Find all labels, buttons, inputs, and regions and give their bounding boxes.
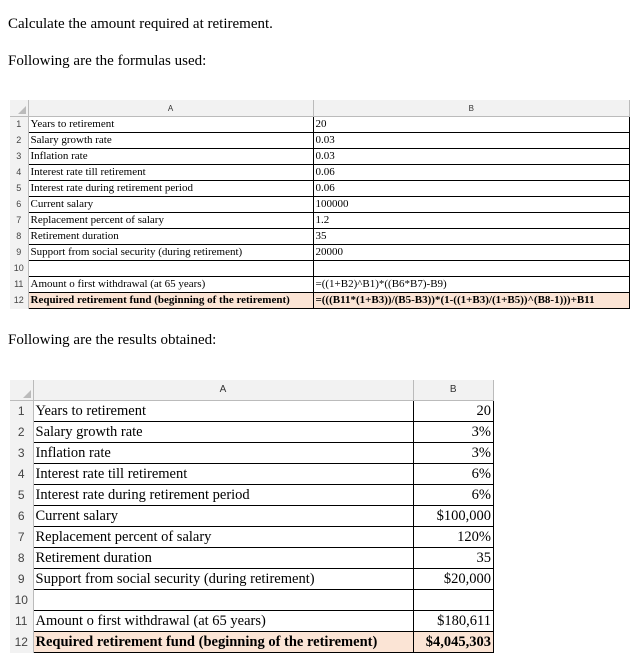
value-cell[interactable]: 20 xyxy=(313,117,630,133)
value-cell[interactable]: 35 xyxy=(313,229,630,245)
table-row xyxy=(10,422,494,443)
row-number[interactable]: 1 xyxy=(10,117,28,133)
table-row xyxy=(10,165,630,181)
row-number[interactable]: 7 xyxy=(10,527,33,548)
value-cell[interactable]: 20000 xyxy=(313,245,630,261)
label-cell[interactable]: Inflation rate xyxy=(33,443,413,464)
table-row xyxy=(10,197,630,213)
value-cell[interactable] xyxy=(313,261,630,277)
table-row xyxy=(10,401,494,422)
label-cell[interactable]: Salary growth rate xyxy=(28,133,313,149)
table-row xyxy=(10,485,494,506)
table-row xyxy=(10,632,494,653)
row-number[interactable]: 10 xyxy=(10,590,33,611)
row-number[interactable]: 1 xyxy=(10,401,33,422)
row-number[interactable]: 4 xyxy=(10,464,33,485)
column-header-b[interactable]: B xyxy=(313,100,630,117)
row-number[interactable]: 3 xyxy=(10,149,28,165)
row-number[interactable]: 2 xyxy=(10,133,28,149)
label-cell[interactable]: Amount o first withdrawal (at 65 years) xyxy=(28,277,313,293)
value-cell[interactable]: $20,000 xyxy=(413,569,494,590)
table-row xyxy=(10,527,494,548)
value-cell[interactable]: 0.03 xyxy=(313,149,630,165)
select-all-corner[interactable] xyxy=(10,100,28,117)
column-header-b[interactable]: B xyxy=(413,380,494,401)
results-spreadsheet xyxy=(10,380,494,653)
table-row xyxy=(10,149,630,165)
table-row xyxy=(10,277,630,293)
intro-text: Calculate the amount required at retirement. xyxy=(8,16,273,32)
label-cell[interactable]: Interest rate during retirement period xyxy=(33,485,413,506)
row-number[interactable]: 7 xyxy=(10,213,28,229)
select-all-corner[interactable] xyxy=(10,380,33,401)
row-number[interactable]: 5 xyxy=(10,485,33,506)
value-cell[interactable] xyxy=(413,590,494,611)
row-number[interactable]: 6 xyxy=(10,506,33,527)
label-cell[interactable]: Current salary xyxy=(33,506,413,527)
value-cell[interactable]: 35 xyxy=(413,548,494,569)
row-number[interactable]: 6 xyxy=(10,197,28,213)
label-cell[interactable] xyxy=(28,261,313,277)
table-row xyxy=(10,229,630,245)
value-cell[interactable]: $4,045,303 xyxy=(413,632,494,653)
formulas-heading: Following are the formulas used: xyxy=(8,53,207,69)
table-row xyxy=(10,569,494,590)
formula-spreadsheet xyxy=(10,100,630,309)
label-cell[interactable]: Support from social security (during retirement) xyxy=(33,569,413,590)
label-cell[interactable]: Amount o first withdrawal (at 65 years) xyxy=(33,611,413,632)
value-cell[interactable]: 20 xyxy=(413,401,494,422)
table-row xyxy=(10,293,630,309)
value-cell[interactable]: 6% xyxy=(413,485,494,506)
label-cell[interactable]: Years to retirement xyxy=(33,401,413,422)
row-number[interactable]: 8 xyxy=(10,229,28,245)
label-cell[interactable]: Interest rate during retirement period xyxy=(28,181,313,197)
table-row xyxy=(10,506,494,527)
label-cell[interactable]: Interest rate till retirement xyxy=(28,165,313,181)
value-cell[interactable]: 0.06 xyxy=(313,181,630,197)
row-number[interactable]: 4 xyxy=(10,165,28,181)
label-cell[interactable]: Replacement percent of salary xyxy=(28,213,313,229)
label-cell[interactable]: Years to retirement xyxy=(28,117,313,133)
value-cell[interactable]: $180,611 xyxy=(413,611,494,632)
row-number[interactable]: 12 xyxy=(10,632,33,653)
value-cell[interactable]: 0.03 xyxy=(313,133,630,149)
value-cell[interactable]: 3% xyxy=(413,422,494,443)
value-cell[interactable]: $100,000 xyxy=(413,506,494,527)
label-cell[interactable]: Interest rate till retirement xyxy=(33,464,413,485)
column-header-a[interactable]: A xyxy=(33,380,413,401)
label-cell[interactable]: Salary growth rate xyxy=(33,422,413,443)
row-number[interactable]: 10 xyxy=(10,261,28,277)
table-row xyxy=(10,261,630,277)
value-cell[interactable]: 1.2 xyxy=(313,213,630,229)
value-cell[interactable]: 120% xyxy=(413,527,494,548)
label-cell[interactable]: Replacement percent of salary xyxy=(33,527,413,548)
table-row xyxy=(10,245,630,261)
row-number[interactable]: 5 xyxy=(10,181,28,197)
value-cell[interactable]: 100000 xyxy=(313,197,630,213)
row-number[interactable]: 9 xyxy=(10,245,28,261)
results-heading: Following are the results obtained: xyxy=(8,332,217,348)
value-cell[interactable]: 6% xyxy=(413,464,494,485)
value-cell[interactable]: 0.06 xyxy=(313,165,630,181)
row-number[interactable]: 12 xyxy=(10,293,28,309)
column-header-row xyxy=(10,100,630,117)
table-row xyxy=(10,611,494,632)
value-cell[interactable]: 3% xyxy=(413,443,494,464)
table-row xyxy=(10,181,630,197)
table-row xyxy=(10,548,494,569)
column-header-a[interactable]: A xyxy=(28,100,313,117)
label-cell[interactable]: Inflation rate xyxy=(28,149,313,165)
row-number[interactable]: 2 xyxy=(10,422,33,443)
label-cell[interactable]: Support from social security (during retirement) xyxy=(28,245,313,261)
row-number[interactable]: 8 xyxy=(10,548,33,569)
label-cell[interactable]: Retirement duration xyxy=(28,229,313,245)
label-cell[interactable]: Required retirement fund (beginning of the retirement) xyxy=(33,632,413,653)
table-row xyxy=(10,443,494,464)
label-cell[interactable]: Retirement duration xyxy=(33,548,413,569)
value-cell[interactable]: =((1+B2)^B1)*((B6*B7)-B9) xyxy=(313,277,630,293)
table-row xyxy=(10,590,494,611)
row-number[interactable]: 11 xyxy=(10,277,28,293)
label-cell[interactable] xyxy=(33,590,413,611)
row-number[interactable]: 11 xyxy=(10,611,33,632)
row-number[interactable]: 3 xyxy=(10,443,33,464)
label-cell[interactable]: Current salary xyxy=(28,197,313,213)
label-cell[interactable]: Required retirement fund (beginning of the retirement) xyxy=(28,293,313,309)
column-header-row xyxy=(10,380,494,401)
row-number[interactable]: 9 xyxy=(10,569,33,590)
value-cell[interactable]: =(((B11*(1+B3))/(B5-B3))*(1-((1+B3)/(1+B5))^(B8-1)))+B11 xyxy=(313,293,630,309)
table-row xyxy=(10,464,494,485)
table-row xyxy=(10,213,630,229)
table-row xyxy=(10,133,630,149)
table-row xyxy=(10,117,630,133)
